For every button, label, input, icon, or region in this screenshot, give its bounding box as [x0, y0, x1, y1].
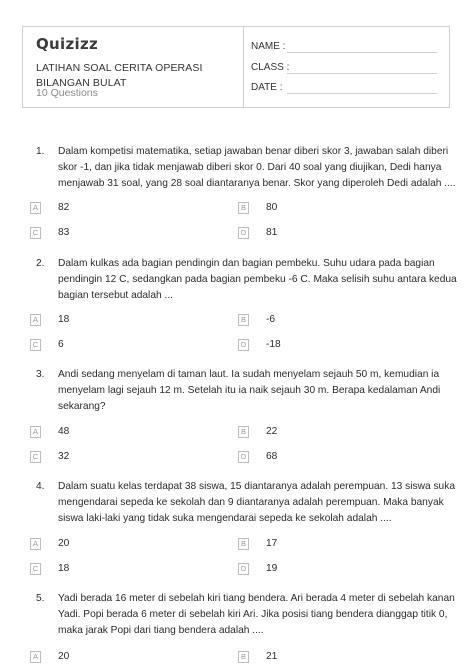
option-letter-box: A [30, 651, 41, 663]
option-value: 83 [58, 227, 70, 238]
option-letter-box: B [238, 314, 249, 326]
option-value: 21 [266, 651, 278, 662]
option-value: -18 [266, 339, 281, 350]
option-letter-box: A [30, 538, 41, 550]
question-text: Yadi berada 16 meter di sebelah kiri tiang bendera. Ari berada 4 meter di sebelah kanan Yadi. Popi berada 6 meter di sebelah kiri Ari. Jika posisi tiang bendera dianggap titik 0, maka jarak Popi dari tiang bendera adalah .... [58, 593, 455, 636]
option-value: 80 [266, 202, 278, 213]
question-number: 2. [36, 258, 45, 269]
question-number: 5. [36, 593, 45, 604]
date-label: DATE : [251, 82, 283, 93]
question-count: 10 Questions [36, 87, 98, 99]
option-letter-box: C [30, 451, 41, 463]
option-letter-box: C [30, 563, 41, 575]
name-label: NAME : [251, 41, 286, 52]
option-value: 6 [58, 339, 64, 350]
option-value: 20 [58, 538, 70, 549]
question-text: Andi sedang menyelam di taman laut. Ia sudah menyelam sejauh 50 m, kemudian ia menyelam lagi sejauh 12 m. Setelah itu ia naik sejauh 30 m. Berapa kedalaman Andi sekarang? [58, 369, 441, 412]
date-line [287, 93, 437, 94]
question-number: 1. [36, 146, 45, 157]
option-letter-box: B [238, 651, 249, 663]
option-letter-box: A [30, 314, 41, 326]
option-value: 17 [266, 538, 278, 549]
option-letter-box: B [238, 426, 249, 438]
option-letter-box: D [238, 339, 249, 351]
option-value: 81 [266, 227, 278, 238]
name-line [287, 52, 437, 53]
option-value: 20 [58, 651, 70, 662]
option-letter-box: C [30, 227, 41, 239]
quizizz-logo: Quizizz [36, 35, 99, 53]
option-value: 48 [58, 426, 70, 437]
option-value: 68 [266, 451, 278, 462]
option-letter-box: B [238, 202, 249, 214]
option-letter-box: D [238, 227, 249, 239]
option-letter-box: C [30, 339, 41, 351]
option-letter-box: B [238, 538, 249, 550]
option-value: 22 [266, 426, 278, 437]
option-value: 18 [58, 314, 70, 325]
option-value: 18 [58, 563, 70, 574]
question-number: 4. [36, 481, 45, 492]
class-label: CLASS : [251, 62, 290, 73]
question-text: Dalam suatu kelas terdapat 38 siswa, 15 diantaranya adalah perempuan. 13 siswa suka mengendarai sepeda ke sekolah dan 9 diantaranya adalah perempuan. Maka banyak siswa laki-laki yang tidak suka mengendarai sepeda ke sekolah adalah .... [58, 481, 455, 524]
option-value: 82 [58, 202, 70, 213]
question-text: Dalam kulkas ada bagian pendingin dan bagian pembeku. Suhu udara pada bagian pendingin 12 C, sedangkan pada bagian pembeku -6 C. Maka selisih suhu antara kedua bagian tersebut adalah ... [58, 258, 457, 301]
option-letter-box: D [238, 563, 249, 575]
option-value: 32 [58, 451, 70, 462]
class-line [287, 73, 437, 74]
question-number: 3. [36, 369, 45, 380]
option-letter-box: A [30, 202, 41, 214]
header-divider [243, 26, 244, 108]
option-letter-box: A [30, 426, 41, 438]
option-value: 19 [266, 563, 278, 574]
option-letter-box: D [238, 451, 249, 463]
question-text: Dalam kompetisi matematika, setiap jawaban benar diberi skor 3, jawaban salah diberi skor -1, dan jika tidak menjawab diberi skor 0. Dari 40 soal yang diujikan, Dedi hanya menjawab 31 soal, yang 28 soal diantaranya benar. Skor yang diperoleh Dedi adalah .... [58, 146, 456, 189]
option-value: -6 [266, 314, 276, 325]
worksheet-title: LATIHAN SOAL CERITA OPERASI BILANGAN BULAT [36, 62, 203, 89]
